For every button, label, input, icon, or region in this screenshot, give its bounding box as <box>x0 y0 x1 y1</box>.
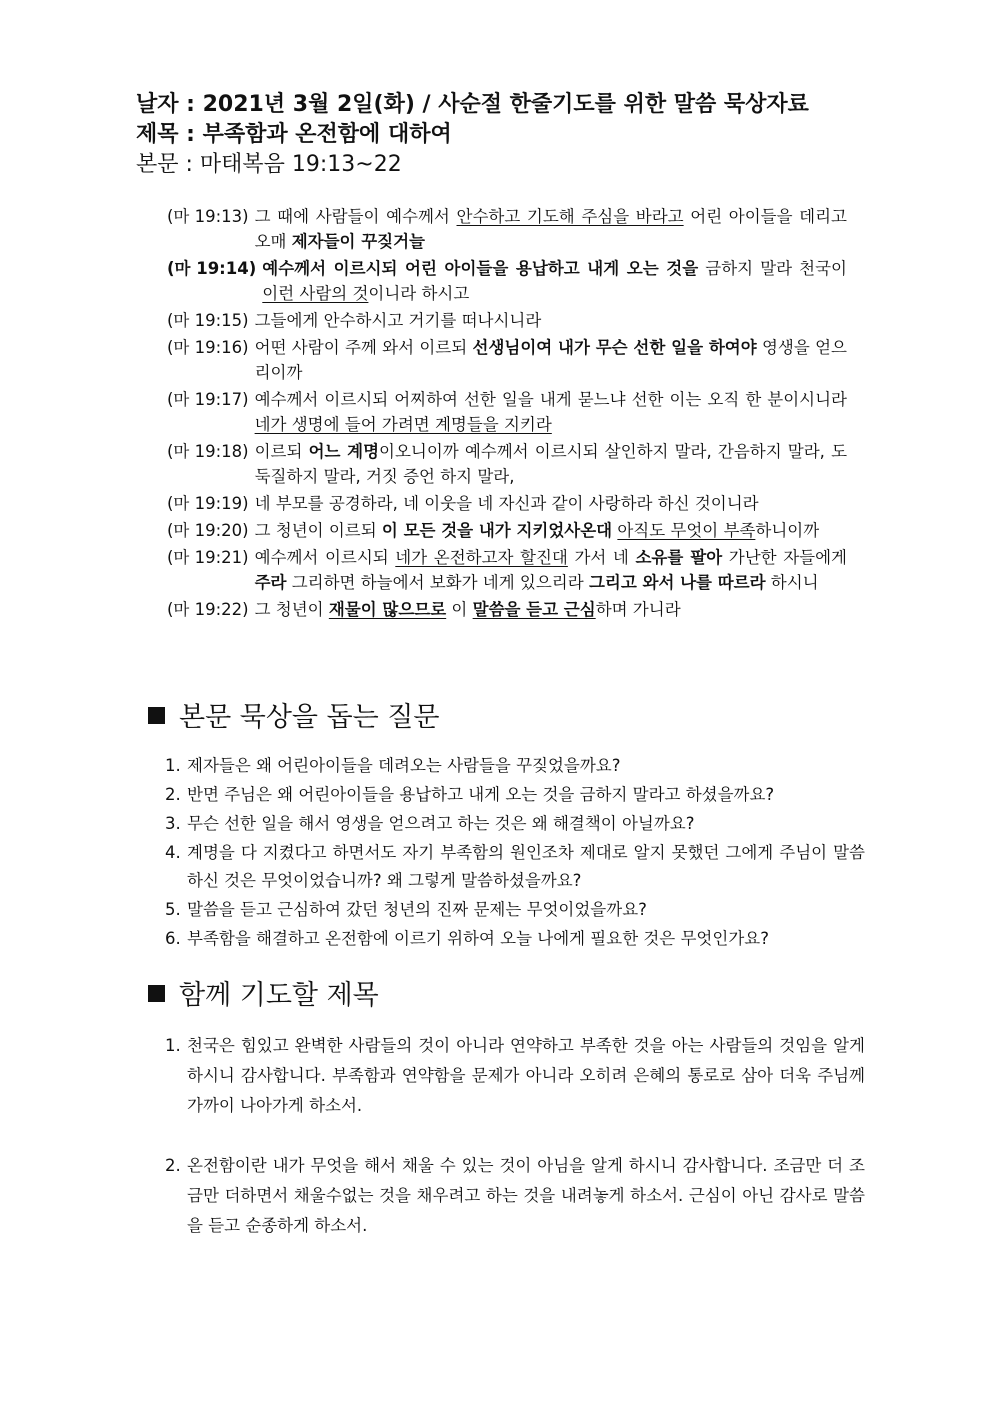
verse-ref: (마 19:18) <box>167 442 249 461</box>
verse-row <box>167 545 847 595</box>
verse-text-run: 재물이 많으므로 <box>328 600 447 619</box>
verse-ref: (마 19:22) <box>167 600 249 619</box>
verse-text-run: 그리고 와서 나를 따르라 <box>588 573 766 592</box>
list-item <box>165 781 865 809</box>
verse-row <box>167 256 847 306</box>
verse-text <box>255 308 847 333</box>
question-text: 말씀을 듣고 근심하여 갔던 청년의 진짜 문제는 무엇이었을까요? <box>187 900 647 919</box>
verse-text-run: 예수께서 이르시되 <box>254 548 396 567</box>
verse-row <box>167 597 847 622</box>
verse-text <box>255 439 847 489</box>
verse-ref: (마 19:21) <box>167 548 249 567</box>
verse-ref: (마 19:16) <box>167 338 249 357</box>
verse-text <box>262 256 847 306</box>
list-item <box>165 1031 865 1121</box>
verse-text-run: 아직도 무엇이 부족 <box>617 521 756 540</box>
prayer-text: 천국은 힘있고 완벽한 사람들의 것이 아니라 연약하고 부족한 것을 아는 사람들의 것임을 알게 하시니 감사합니다. 부족함과 연약함을 문제가 아니라 오히려 은혜의 통로로 삼아 더욱 주님께 가까이 나아가게 하소서. <box>187 1036 865 1115</box>
verse-ref: (마 19:13) <box>167 207 249 226</box>
verse-text-run: 소유를 팔아 <box>635 548 723 567</box>
verse-text-run: 네 부모를 공경하라, 네 이웃을 네 자신과 같이 사랑하라 하신 것이니라 <box>254 494 759 513</box>
questions-heading-text: 본문 묵상을 돕는 질문 <box>179 702 440 733</box>
verse-row <box>167 308 847 333</box>
date-line: 날자 : 2021년 3월 2일(화) / 사순절 한줄기도를 위한 말씀 묵상자료 <box>136 92 809 117</box>
list-item <box>165 896 865 924</box>
list-item <box>165 752 865 780</box>
list-item <box>165 839 865 895</box>
verse-text-run: 이오니이까 예수께서 이르시되 살인하지 말라, 간음하지 말라, 도둑질하지 말라, 거짓 증언 하지 말라, <box>254 442 848 486</box>
verse-row <box>167 204 847 254</box>
verse-text <box>255 518 847 543</box>
scripture-verses <box>167 204 847 624</box>
questions-list <box>165 752 865 954</box>
question-text: 제자들은 왜 어린아이들을 데려오는 사람들을 꾸짖었을까요? <box>187 756 621 775</box>
verse-row <box>167 387 847 437</box>
verse-text <box>255 387 847 437</box>
list-item <box>165 810 865 838</box>
verse-ref: (마 19:19) <box>167 494 249 513</box>
verse-text-run: 주라 <box>254 573 287 592</box>
passage-line: 본문 : 마태복음 19:13~22 <box>136 152 402 177</box>
verse-text <box>255 491 847 516</box>
questions-heading <box>148 700 440 736</box>
verse-text-run: 하시니 <box>765 573 819 592</box>
verse-text-run: 가난한 자들에게 <box>722 548 847 567</box>
verse-text-run: 예수께서 이르시되 어찌하여 선한 일을 내게 묻느냐 선한 이는 오직 한 분이시니라 <box>254 390 847 409</box>
verse-text-run: 어떤 사람이 주께 와서 이르되 <box>254 338 473 357</box>
title-line: 제목 : 부족함과 온전함에 대하여 <box>136 122 452 147</box>
verse-row <box>167 335 847 385</box>
verse-text-run: 이런 사람의 것 <box>262 284 369 303</box>
verse-text-run: 선생님이여 내가 무슨 선한 일을 하여야 <box>472 338 757 357</box>
verse-text-run: 영생을 얻으리이까 <box>254 338 847 382</box>
verse-ref: (마 19:15) <box>167 311 249 330</box>
question-text: 계명을 다 지켰다고 하면서도 자기 부족함의 원인조차 제대로 알지 못했던 그에게 주님이 말씀하신 것은 무엇이었습니까? 왜 그렇게 말씀하셨을까요? <box>187 843 865 890</box>
item-number: 6. <box>165 929 181 948</box>
prayer-text: 온전함이란 내가 무엇을 해서 채울 수 있는 것이 아님을 알게 하시니 감사합니다. 조금만 더 조금만 더하면서 채울수없는 것을 채우려고 하는 것을 내려놓게 하소서. 근심이 아닌 감사로 말씀을 듣고 순종하게 하소서. <box>187 1156 865 1235</box>
verse-row <box>167 518 847 543</box>
verse-text-run: 어느 계명 <box>308 442 380 461</box>
verse-ref: (마 19:17) <box>167 390 249 409</box>
verse-text-run: 그 때에 사람들이 예수께서 <box>254 207 457 226</box>
verse-text-run: 이 모든 것을 내가 지키었사온대 <box>381 521 613 540</box>
verse-text-run: 하며 가니라 <box>595 600 681 619</box>
verse-text-run: 가서 네 <box>567 548 636 567</box>
item-number: 5. <box>165 900 181 919</box>
verse-text-run: 이르되 <box>254 442 309 461</box>
verse-text <box>255 545 847 595</box>
prayer-heading-text: 함께 기도할 제목 <box>179 980 379 1011</box>
item-number: 2. <box>165 1156 181 1175</box>
list-item <box>165 925 865 953</box>
verse-row <box>167 439 847 489</box>
verse-text-run: 그 청년이 <box>254 600 329 619</box>
verse-text-run: 제자들이 꾸짖거늘 <box>291 232 425 251</box>
verse-text-run: 이니라 하시고 <box>368 284 470 303</box>
question-text: 부족함을 해결하고 온전함에 이르기 위하여 오늘 나에게 필요한 것은 무엇인가요? <box>187 929 769 948</box>
verse-row <box>167 491 847 516</box>
question-text: 반면 주님은 왜 어린아이들을 용납하고 내게 오는 것을 금하지 말라고 하셨을까요? <box>187 785 775 804</box>
verse-text <box>255 335 847 385</box>
prayer-heading <box>148 978 379 1014</box>
verse-text-run: 그리하면 하늘에서 보화가 네게 있으리라 <box>286 573 589 592</box>
verse-text <box>255 597 847 622</box>
verse-ref: (마 19:20) <box>167 521 249 540</box>
verse-text-run: 이 <box>446 600 473 619</box>
verse-ref: (마 19:14) <box>167 259 257 278</box>
verse-text-run: 그 청년이 이르되 <box>254 521 382 540</box>
item-number: 4. <box>165 843 181 862</box>
verse-text-run: 예수께서 이르시되 어린 아이들을 용납하고 내게 오는 것을 <box>262 259 699 278</box>
verse-text-run: 네가 생명에 들어 가려면 계명들을 지키라 <box>254 415 552 434</box>
square-bullet-icon <box>148 707 165 724</box>
item-number: 1. <box>165 1036 181 1055</box>
item-number: 3. <box>165 814 181 833</box>
verse-text <box>255 204 847 254</box>
item-number: 2. <box>165 785 181 804</box>
verse-text-run: 하니이까 <box>755 521 820 540</box>
verse-text-run: 그들에게 안수하시고 거기를 떠나시니라 <box>254 311 542 330</box>
prayer-list <box>165 1031 865 1271</box>
square-bullet-icon <box>148 985 165 1002</box>
verse-text-run: 어린 아이들을 데리고 오매 <box>254 207 847 251</box>
verse-text-run: 안수하고 기도해 주심을 바라고 <box>456 207 684 226</box>
verse-text-run: 네가 온전하고자 할진대 <box>395 548 568 567</box>
item-number: 1. <box>165 756 181 775</box>
verse-text-run: 말씀을 듣고 근심 <box>472 600 596 619</box>
question-text: 무슨 선한 일을 해서 영생을 얻으려고 하는 것은 왜 해결책이 아닐까요? <box>187 814 695 833</box>
list-item <box>165 1151 865 1241</box>
verse-text-run: 금하지 말라 천국이 <box>698 259 847 278</box>
